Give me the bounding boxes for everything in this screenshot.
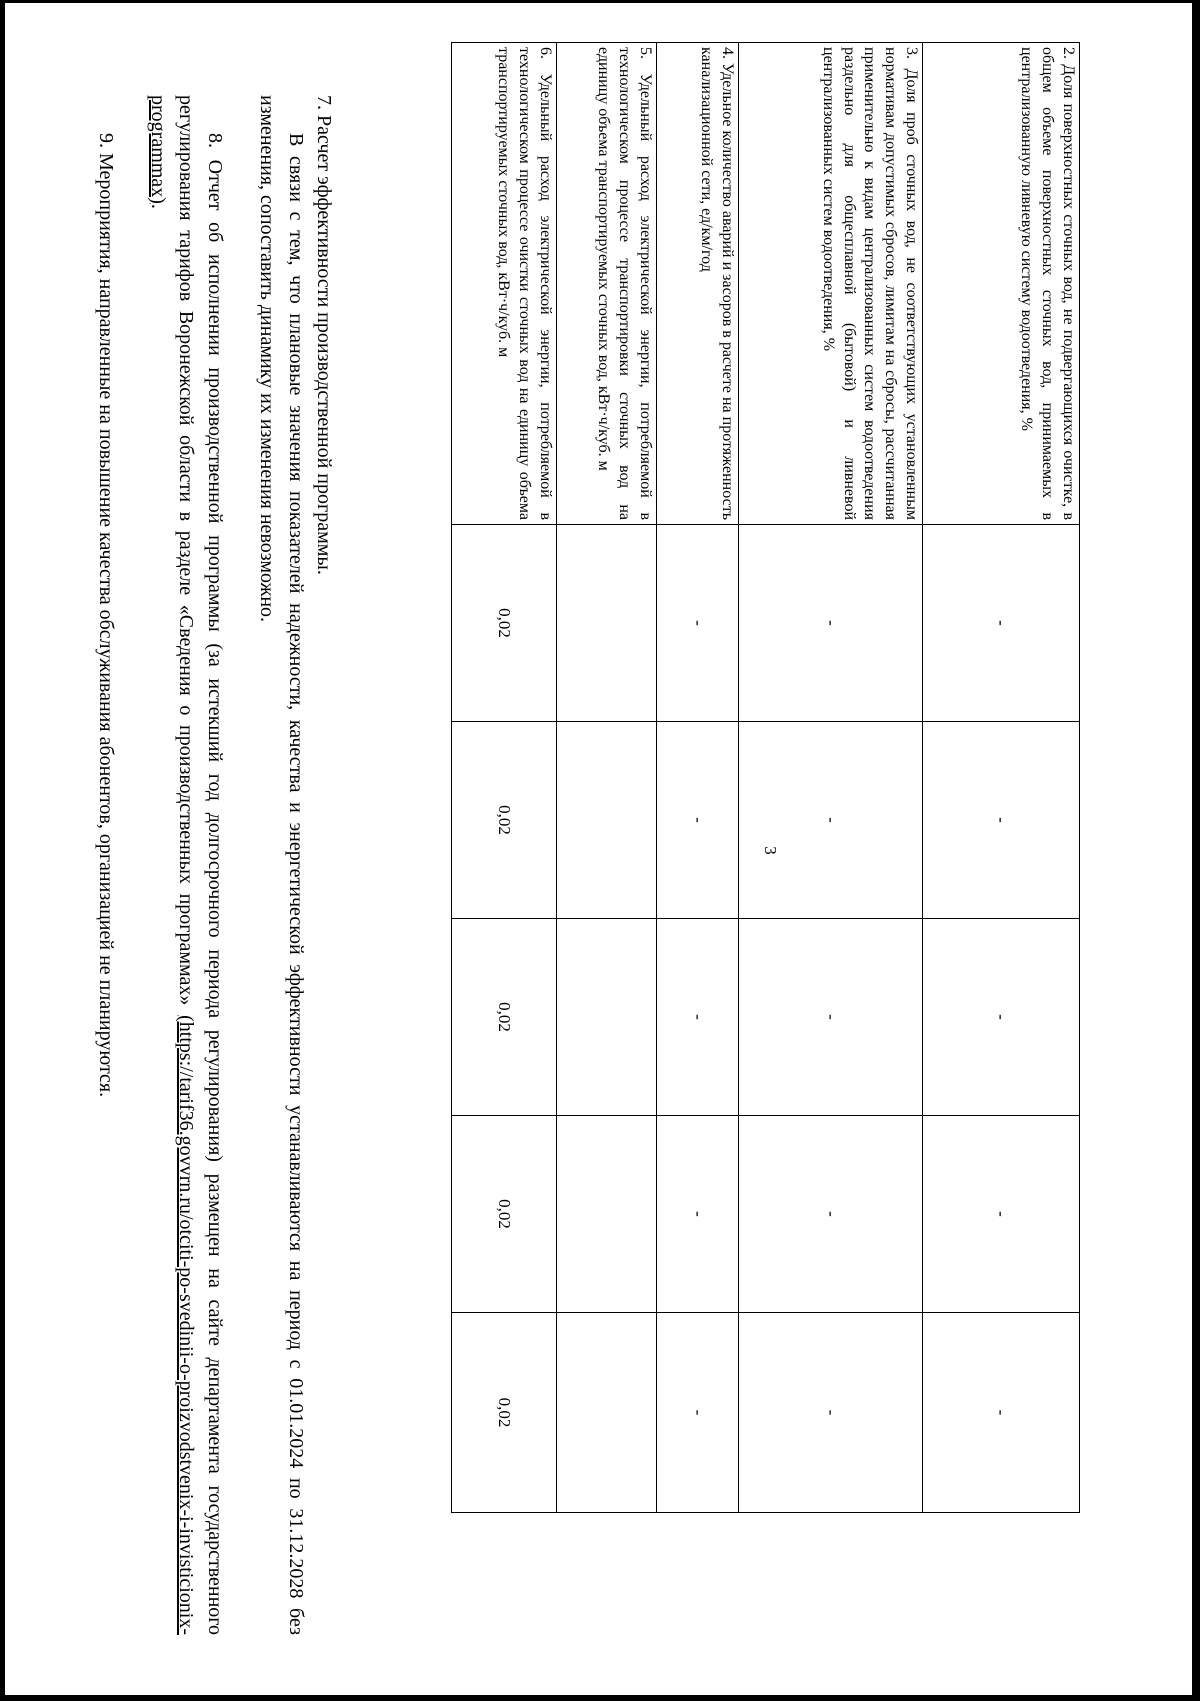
indicator-value	[557, 525, 657, 722]
indicator-name: 2. Доля поверхностных сточных вод, не подвергающихся очистке, в общем объеме поверхностных сточных вод, принимаемых в централизованную ливневую систему водоотведения, %	[923, 43, 1080, 525]
indicator-name: 6. Удельный расход электрической энергии, потребляемой в технологическом процессе очистки сточных вод на единицу объема транспортируемых сточных вод, кВт·ч/куб. м	[452, 43, 557, 525]
indicator-value: 0,02	[452, 919, 557, 1116]
indicator-value: -	[739, 919, 923, 1116]
indicator-value	[557, 1116, 657, 1313]
indicator-value: -	[923, 722, 1080, 919]
section-7-heading: 7. Расчет эффективности производственной программы.	[313, 95, 335, 575]
indicator-value: 0,02	[452, 722, 557, 919]
indicator-value: 0,02	[452, 525, 557, 722]
table-row	[557, 43, 657, 1513]
indicator-value: -	[657, 1313, 739, 1513]
indicator-value: 0,02	[452, 1313, 557, 1513]
section-7-body: В связи с тем, что плановые значения показателей надежности, качества и энергетической эффективности устанавливаются на период с 01.01.2024 по 31.12.2028 без изменения, сопоставить динамику их изменения невозможно.	[256, 95, 307, 1635]
indicator-value	[557, 919, 657, 1116]
indicator-value: -	[739, 1313, 923, 1513]
indicator-name: 4. Удельное количество аварий и засоров в расчете на протяженность канализационной сети, ед/км/год	[657, 43, 739, 525]
indicator-value: -	[739, 525, 923, 722]
section-9-paragraph: 9. Мероприятия, направленные на повышение качества обслуживания абонентов, организацией не планируются.	[94, 133, 117, 1098]
indicator-value: -	[739, 1116, 923, 1313]
tarif36-link[interactable]: (https://tarif36.govvrn.ru/otciti-po-svedinii-o-proizvodstvenix-i-invisticionix-programmax)	[147, 95, 198, 1636]
indicator-value	[557, 722, 657, 919]
table-row	[657, 43, 739, 1513]
indicator-value: -	[923, 525, 1080, 722]
body-text	[91, 95, 338, 1635]
section-8-paragraph	[144, 95, 229, 1635]
indicator-value: 0,02	[452, 1116, 557, 1313]
indicator-value: -	[923, 1313, 1080, 1513]
table-row	[739, 43, 923, 1513]
page-number: 3	[761, 846, 780, 855]
indicator-value: -	[657, 1116, 739, 1313]
indicator-name: 3. Доля проб сточных вод, не соответствующих установленным нормативам допустимых сбросов, лимитам на сбросы, рассчитанная применительно к видам централизованных систем водоотведения раздельно для общесплавной (бытовой) и ливневой централизованных систем водоотведения, %	[739, 43, 923, 525]
section-8-text: 8. Отчет об исполнении производственной программы (за истекший год долгосрочного периода регулирования) размещен на сайте департамента государственного регулирования тарифов Воронежской области в разделе «Сведения о производственных программах»	[175, 95, 226, 1635]
indicators-table	[451, 42, 1080, 1513]
indicator-value: -	[923, 1116, 1080, 1313]
indicator-name: 5. Удельный расход электрической энергии, потребляемой в технологическом процессе транспортировки сточных вод на единицу объема транспортируемых сточных вод, кВт·ч/куб. м	[557, 43, 657, 525]
section-8-end: .	[147, 203, 170, 209]
table-row	[452, 43, 557, 1513]
indicator-value: -	[657, 919, 739, 1116]
indicator-value: -	[657, 722, 739, 919]
indicator-value: -	[657, 525, 739, 722]
indicator-value: -	[739, 722, 923, 919]
table-row	[923, 43, 1080, 1513]
indicator-value: -	[923, 919, 1080, 1116]
indicator-value	[557, 1313, 657, 1513]
